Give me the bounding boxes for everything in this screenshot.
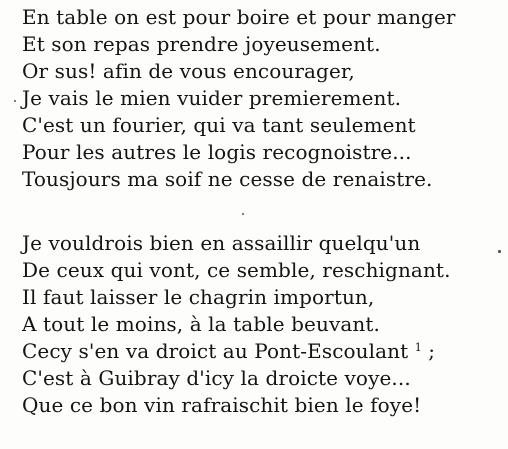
verse-line: C'est à Guibray d'icy la droicte voye... bbox=[22, 366, 411, 390]
paper-speck bbox=[242, 213, 244, 215]
verse-line: Je vouldrois bien en assaillir quelqu'un bbox=[22, 231, 421, 255]
paper-speck bbox=[14, 100, 16, 102]
verse-line: Tousjours ma soif ne cesse de renaistre. bbox=[22, 167, 433, 191]
verse-line-with-footnote bbox=[22, 338, 451, 365]
verse-line: En table on est pour boire et pour manger bbox=[22, 5, 456, 29]
verse-line: Or sus! afin de vous encourager, bbox=[22, 59, 355, 83]
verse-line: De ceux qui vont, ce semble, reschignant. bbox=[22, 258, 451, 282]
poem-stanza-2 bbox=[22, 230, 451, 419]
verse-line: Que ce bon vin rafraischit bien le foye! bbox=[22, 393, 422, 417]
verse-line: C'est un fourier, qui va tant seulement bbox=[22, 113, 416, 137]
verse-line: Il faut laisser le chagrin importun, bbox=[22, 285, 375, 309]
verse-line: A tout le moins, à la table beuvant. bbox=[22, 312, 380, 336]
verse-line: Et son repas prendre joyeusement. bbox=[22, 32, 381, 56]
poem-stanza-1 bbox=[22, 4, 456, 193]
verse-line: Pour les autres le logis recognoistre... bbox=[22, 140, 412, 164]
verse-line: Je vais le mien vuider premierement. bbox=[22, 86, 402, 110]
paper-speck bbox=[498, 250, 501, 253]
verse-end-punctuation: ; bbox=[421, 339, 436, 363]
footnote-marker[interactable]: 1 bbox=[414, 341, 422, 354]
verse-text: Cecy s'en va droict au Pont-Escoulant bbox=[22, 339, 409, 363]
